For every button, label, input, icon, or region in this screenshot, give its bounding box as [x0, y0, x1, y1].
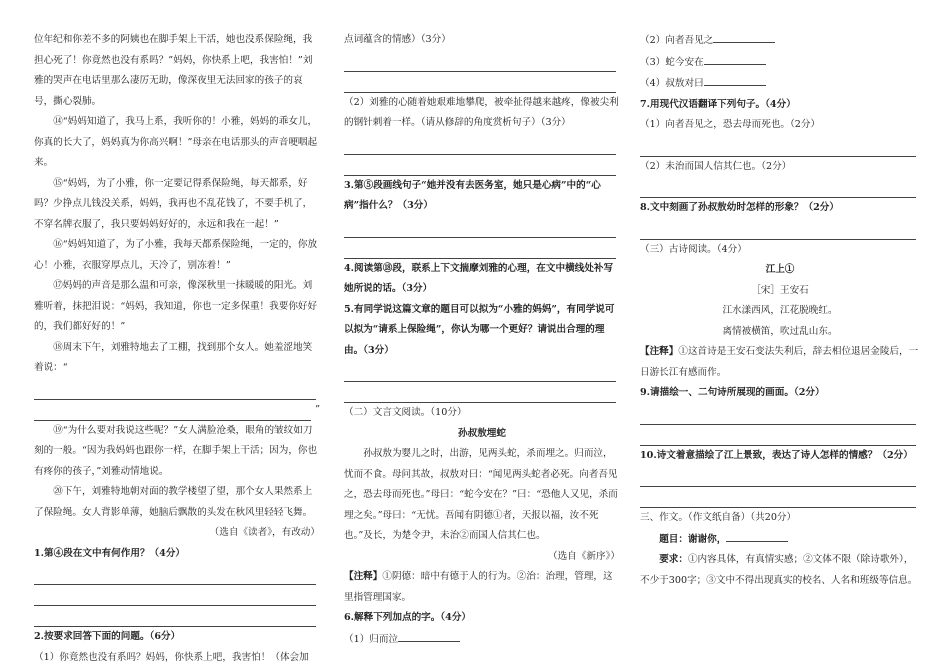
question-6-1-text: （1）归而泣 [344, 633, 399, 645]
requirements-text: ①内容具体，有真情实感；②文体不限（除诗歌外），不少于300字；③文中不得出现真实的校名、人名和班级等信息。 [640, 554, 918, 586]
question-1: 1.第④段在文中有何作用？（4分） [34, 547, 186, 559]
requirements-label: 要求： [659, 554, 688, 565]
question-6-1 [344, 629, 620, 651]
column-right [640, 30, 920, 591]
note-text: ①阴德：暗中有德于人的行为。②治：治理，管理，这里指管理国家。 [344, 571, 613, 603]
answer-line-q7-1[interactable] [640, 136, 916, 157]
question-10: 10.诗文着意描绘了江上景致，表达了诗人怎样的情感？（2分） [640, 449, 913, 461]
answer-line-q9-a[interactable] [640, 404, 916, 425]
answer-line-q2-1-a[interactable] [344, 51, 616, 72]
answer-line-p18-b[interactable] [34, 400, 311, 421]
passage-paragraph-16: ⑯“妈妈知道了，为了小雅，我每天都系保险绳，一定的，你放心！小雅，衣服穿厚点儿，天冷了，别冻着！” [34, 239, 318, 271]
question-5: 5.有同学说这篇文章的题目可以拟为“小雅的妈妈”，有同学说可以拟为“请系上保险绳”，你认为哪一个更好？请说出合理的理由。（3分） [344, 303, 615, 356]
question-2-1-cont: 点词蕴含的情感）（3分） [344, 34, 451, 45]
passage-source: （选自《读者》，有改动） [209, 527, 320, 538]
answer-line-q3-b[interactable] [344, 238, 616, 259]
question-6-4 [640, 73, 920, 95]
poem-author: ［宋］王安石 [751, 284, 809, 296]
question-6-2-text: （2）向者吾见之 [640, 35, 714, 46]
classical-text-body: 孙叔敖为婴儿之时，出游，见两头蛇，杀而埋之。归而泣，忧而不食。母问其故，叔敖对曰：“闻见两头蛇者必死。向者吾见之，恐去母而死也。”母曰：“蛇今安在？”曰：“恐他人又见，杀而埋之矣。”母曰：“无忧。吾闻有阴德①者，天报以福，汝不死也。”及长，为楚令尹，未治②而国人信其仁也。 [344, 448, 618, 541]
composition-topic-label: 题目：谢谢你， [659, 533, 727, 545]
paragraph-18-text: ⑱周末下午，刘雅特地去了工棚，找到那个女人。她羞涩地笑着说：“ [34, 341, 313, 373]
blank-q6-2[interactable] [713, 30, 775, 43]
blank-topic[interactable] [726, 529, 788, 542]
answer-line-p18-a[interactable] [34, 379, 316, 400]
passage-paragraph-17: ⑰妈妈的声音是那么温和可亲，像深秋里一抹暖暖的阳光。刘雅听着，抹把泪说：“妈妈，我知道，你也一定多保重！我要你好好的，我们都好好的！” [34, 280, 318, 332]
section-poetry: （三）古诗阅读。（4分） [640, 243, 747, 255]
question-2-1: （1）你竟然也没有系吗？妈妈，你快系上吧，我害怕！（体会加 [34, 651, 309, 663]
poem-note-label: 【注释】 [640, 346, 679, 357]
question-6: 6.解释下列加点的字。（4分） [344, 612, 472, 623]
question-6-3-text: （3）蛇今安在 [640, 56, 704, 68]
question-7: 7.用现代汉语翻译下列句子。（4分） [640, 98, 796, 110]
passage-paragraph-19: ⑲“为什么要对我说这些呢？”女人满脸沧桑，眼角的皱纹如刀刻的一般。“因为我妈妈也跟你一样，在脚手架上干活；因为，你也有疼你的孩子，”刘雅动情地说。 [34, 424, 318, 477]
passage-paragraph-13: 位年纪和你差不多的阿姨也在脚手架上干活，她也没系保险绳，我担心死了！你竟然也没有系吗？”妈妈，你快系上吧，我害怕！”刘雅的哭声在电话里那么凄厉无助，像深夜里无法回家的孩子的哀号，撕心裂肺。 [34, 34, 313, 107]
composition-requirements [640, 550, 920, 591]
answer-line-q9-b[interactable] [640, 425, 916, 446]
poem-note-text: ①这首诗是王安石变法失利后，辞去相位退居金陵后，一日游长江有感而作。 [640, 346, 919, 378]
answer-line-q2-2-b[interactable] [344, 155, 616, 176]
classical-text-title: 孙叔敖埋蛇 [458, 427, 506, 439]
blank-q6-1[interactable] [398, 629, 460, 642]
column-left [34, 30, 320, 668]
answer-line-q8[interactable] [640, 219, 916, 240]
passage-paragraph-14: ⑭“妈妈知道了，我马上系，我听你的！小雅，妈妈的乖女儿，你真的长大了，妈妈真为你高兴啊！”母亲在电话那头的声音哽咽起来。 [34, 116, 318, 168]
classical-text-note [344, 567, 620, 608]
question-6-4-text: （4）叔敖对曰 [640, 78, 704, 89]
section-classical-chinese: （二）文言文阅读。（10分） [344, 407, 467, 418]
poem-note [640, 342, 920, 383]
question-4: 4.阅读第⑱段，联系上下文揣摩刘雅的心理，在文中横线处补写她所说的话。（3分） [344, 262, 614, 294]
answer-line-q2-1-b[interactable] [344, 72, 616, 93]
question-2-2: （2）刘雅的心随着她艰难地攀爬，被牵扯得越来越疼，像被尖利的钢针刺着一样。（请从修辞的角度赏析句子）（3分） [344, 96, 619, 128]
composition-topic [640, 529, 920, 551]
passage-paragraph-15: ⑮“妈妈，为了小雅，你一定要记得系保险绳，每天都系，好吗？少挣点儿钱没关系，妈妈，我再也不乱花钱了，不要手机了，不穿名牌衣服了，我只要妈妈好好的，永远和我在一起！” [34, 177, 313, 230]
answer-line-q1-c[interactable] [34, 606, 316, 627]
answer-line-q7-2[interactable] [640, 177, 916, 198]
question-2: 2.按要求回答下面的问题。（6分） [34, 631, 181, 642]
answer-line-q5-a[interactable] [344, 361, 616, 382]
answer-line-q10-a[interactable] [640, 466, 916, 487]
question-7-2: （2）未治而国人信其仁也。（2分） [640, 160, 792, 172]
poem-line-1: 江水漾西风，江花脱晚红。 [722, 305, 838, 316]
passage-paragraph-20: ⑳下午，刘雅特地朝对面的教学楼望了望，那个女人果然系上了保险绳。女人背影单薄，她脑后飘散的头发在秋风里轻轻飞舞。 [34, 486, 313, 518]
column-middle [344, 30, 620, 650]
answer-line-q10-b[interactable] [640, 487, 916, 508]
question-6-3 [640, 52, 920, 74]
note-label: 【注释】 [344, 571, 383, 582]
answer-line-q3-a[interactable] [344, 217, 616, 238]
answer-line-p18-b-row [34, 400, 320, 421]
question-8: 8.文中刻画了孙叔敖幼时怎样的形象？（2分） [640, 202, 839, 213]
question-9: 9.请描绘一、二句诗所展现的画面。（2分） [640, 387, 825, 398]
poem-line-2: 离情被横笛，吹过乱山东。 [722, 325, 838, 337]
question-6-2 [640, 30, 920, 52]
classical-text-source: （选自《新序》） [548, 550, 620, 562]
blank-q6-4[interactable] [704, 73, 766, 86]
poem-title: 江上① [765, 264, 795, 275]
paragraph-18-closing-quote: ” [315, 404, 320, 415]
answer-line-q5-b[interactable] [344, 382, 616, 403]
blank-q6-3[interactable] [704, 52, 766, 65]
question-7-1: （1）向者吾见之，恐去母而死也。（2分） [640, 119, 821, 130]
section-composition: 三、作文。（作文纸自备）（共20分） [640, 512, 797, 523]
question-3: 3.第⑤段画线句子“她并没有去医务室，她只是心病”中的“心病”指什么？（3分） [344, 179, 601, 211]
answer-line-q1-b[interactable] [34, 585, 316, 606]
answer-line-q2-2-a[interactable] [344, 134, 616, 155]
answer-line-q1-a[interactable] [34, 564, 316, 585]
passage-paragraph-18 [34, 338, 320, 379]
